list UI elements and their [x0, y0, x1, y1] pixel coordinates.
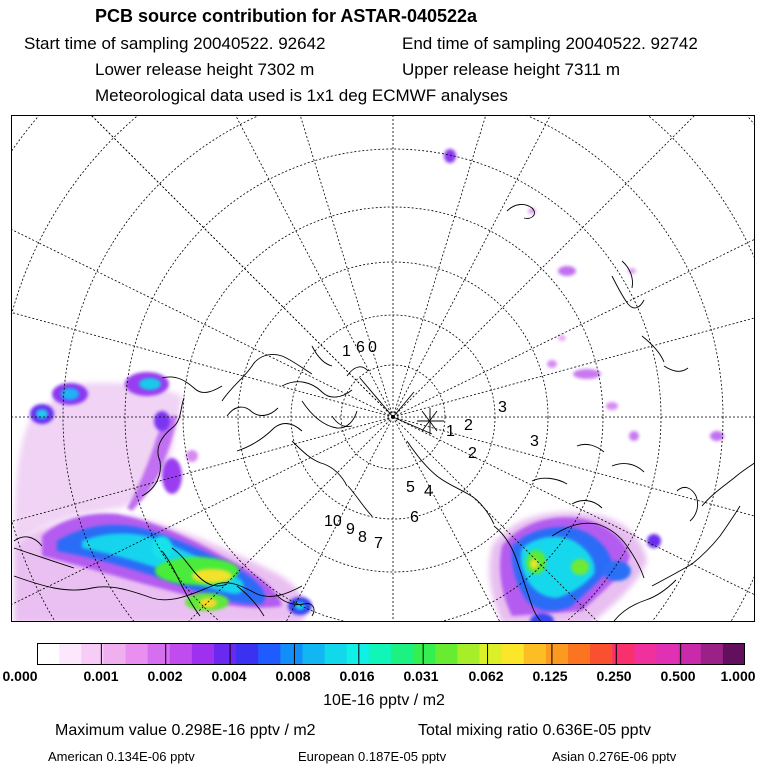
map-digit: 4: [424, 483, 433, 500]
plume-nw-2c: [36, 409, 48, 419]
total-mixing-label: Total mixing ratio 0.636E-05 pptv: [418, 722, 652, 739]
map-digit: 10: [324, 513, 342, 530]
color-scale-cell: [679, 643, 702, 665]
color-scale-cell: [723, 643, 745, 665]
scale-tick-label: 0.008: [275, 668, 311, 684]
color-scale-cell: [258, 643, 281, 665]
asian-contribution-label: Asian 0.276E-06 pptv: [552, 749, 677, 764]
color-scale-cell: [568, 643, 591, 665]
scale-unit-label: 10E-16 pptv / m2: [323, 692, 445, 709]
map-digit: 3: [530, 433, 539, 450]
map-digit: 3: [498, 399, 507, 416]
plume-nw-1c: [61, 388, 79, 400]
color-scale-cell: [480, 643, 503, 665]
scale-tick-label: 0.001: [83, 668, 119, 684]
plume-nw-5: [154, 411, 170, 431]
european-contribution-label: European 0.187E-05 pptv: [298, 749, 447, 764]
scale-tick-label: 0.002: [147, 668, 183, 684]
color-scale-cell: [657, 643, 680, 665]
color-scale-cell: [391, 643, 414, 665]
color-scale-cell: [502, 643, 525, 665]
plume-speck-2: [558, 266, 576, 276]
map-digit: 9: [346, 521, 355, 538]
map-digit: 2: [464, 417, 473, 434]
scale-tick-label: 0.500: [660, 668, 696, 684]
scale-tick-label: 0.062: [468, 668, 504, 684]
map-digit: 7: [374, 535, 383, 552]
plume-speck-11: [186, 450, 198, 462]
plume-nw-3c: [139, 378, 161, 390]
scale-tick-label: 0.125: [532, 668, 568, 684]
map-digit: 6: [356, 339, 365, 356]
color-scale-cell: [435, 643, 458, 665]
color-scale-cell: [170, 643, 193, 665]
plume-east-yellow: [530, 559, 538, 569]
color-scale-cell: [546, 643, 569, 665]
upper-height-label: Upper release height 7311 m: [402, 60, 620, 79]
end-time-label: End time of sampling 20040522. 92742: [402, 34, 698, 53]
map-canvas: [12, 116, 755, 622]
plume-layer: [14, 149, 724, 622]
plume-east-violet-2: [647, 534, 661, 548]
scale-tick-label: 0.250: [596, 668, 632, 684]
color-scale-cell: [524, 643, 547, 665]
plume-speck-3: [573, 369, 601, 379]
color-scale-cell: [37, 643, 60, 665]
color-scale-cell: [236, 643, 259, 665]
map-digit: 1: [446, 423, 455, 440]
color-scale-cell: [413, 643, 436, 665]
polar-map: [11, 115, 755, 622]
map-digit: 0: [368, 339, 377, 356]
color-scale-cell: [303, 643, 326, 665]
color-scale-cell: [634, 643, 657, 665]
color-scale-cell: [214, 643, 237, 665]
scale-tick-label: 0.031: [403, 668, 439, 684]
color-scale-cell: [457, 643, 480, 665]
plot-title: PCB source contribution for ASTAR-040522a: [95, 6, 478, 26]
map-digit: 5: [406, 479, 415, 496]
color-scale-cell: [590, 643, 613, 665]
scale-tick-label: 0.004: [211, 668, 247, 684]
scale-tick-label: 0.000: [2, 668, 38, 684]
plume-speck-5: [629, 431, 639, 441]
color-scale-bar: [37, 643, 745, 665]
color-scale-cell: [612, 643, 635, 665]
color-scale-cell: [126, 643, 149, 665]
plume-speck-10: [628, 268, 636, 274]
met-data-label: Meteorological data used is 1x1 deg ECMWF analyses: [95, 86, 508, 105]
color-scale-cell: [192, 643, 215, 665]
map-digit: 6: [410, 509, 419, 526]
color-scale-cell: [81, 643, 104, 665]
scale-tick-label: 0.016: [339, 668, 375, 684]
color-scale-cell: [59, 643, 82, 665]
american-contribution-label: American 0.134E-06 pptv: [48, 749, 195, 764]
color-scale-cell: [325, 643, 348, 665]
map-digit: 2: [468, 445, 477, 462]
map-digit: 1: [342, 343, 351, 360]
start-time-label: Start time of sampling 20040522. 92642: [24, 34, 326, 53]
color-scale-cell: [369, 643, 392, 665]
max-value-label: Maximum value 0.298E-16 pptv / m2: [55, 722, 316, 739]
map-digits: [324, 339, 539, 552]
plume-west-cyan-2: [152, 536, 172, 560]
color-scale-cell: [103, 643, 126, 665]
scale-tick-label: 1.000: [720, 668, 756, 684]
lower-height-label: Lower release height 7302 m: [95, 60, 315, 79]
plume-speck-6: [710, 431, 724, 441]
map-digit: 8: [358, 529, 367, 546]
plume-east-green-2: [571, 559, 589, 575]
color-scale-cell: [701, 643, 724, 665]
plume-speck-4: [606, 402, 618, 410]
plume-speck-8: [558, 335, 566, 341]
color-scale-cell: [148, 643, 171, 665]
plume-west-yellow-2: [199, 598, 217, 608]
color-scale-cell: [280, 643, 303, 665]
plume-speck-7: [547, 360, 557, 368]
color-scale-cell: [347, 643, 370, 665]
plume-nw-6c: [295, 602, 305, 610]
